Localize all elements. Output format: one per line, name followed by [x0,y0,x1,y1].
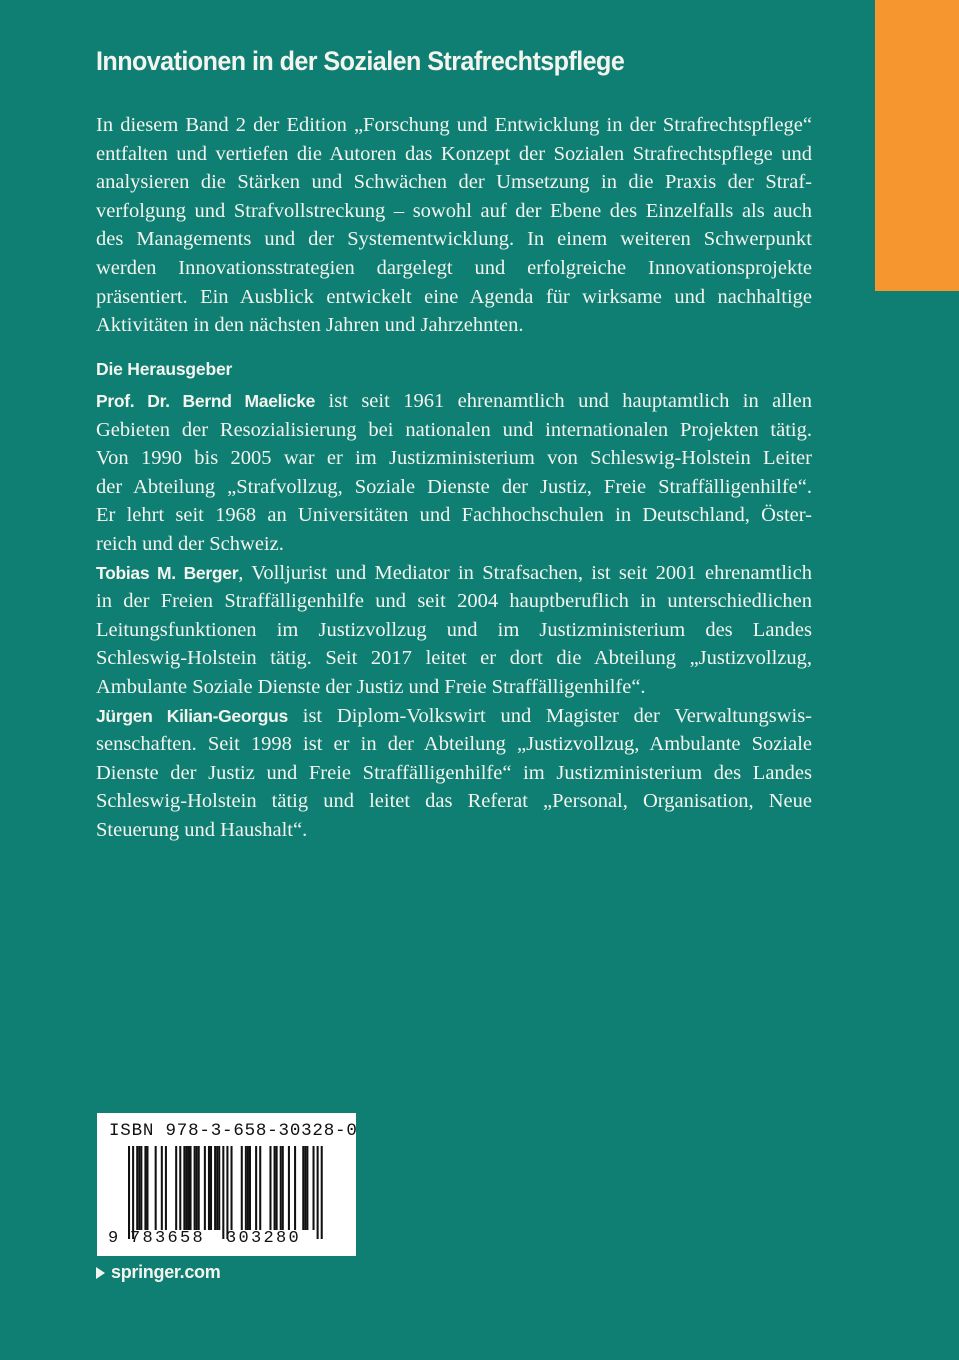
barcode-bar [196,1146,198,1230]
barcode-bar [183,1146,185,1230]
barcode-bar [255,1146,257,1230]
editor-bio-line: Ambulante Soziale Dienste der Justiz und Freie Straffälligenhilfe“. [96,675,646,698]
intro-paragraph [96,111,812,340]
barcode-bar [175,1146,177,1230]
editor-bio-line: Gebieten der Resozialisierung bei nationalen und internationalen Projekten tätig. [96,418,812,441]
barcode-bar [313,1146,315,1230]
orange-accent-tab [875,0,959,291]
intro-line: des Managements und der Systementwicklung. In einem weiteren Schwerpunkt [96,228,812,251]
barcode-bar [280,1146,282,1230]
editors-section [96,387,812,845]
intro-line: werden Innovationsstrategien dargelegt und erfolgreiche Innovationsprojekte [96,256,812,279]
editor-bio-line: der Abteilung „Strafvollzug, Soziale Dienste der Justiz, Freie Straffälligenhilfe“. [96,475,812,498]
editor-bio-line: Von 1990 bis 2005 war er im Justizministerium von Schleswig-Holstein Leiter [96,447,812,470]
barcode-bar [198,1146,200,1230]
barcode-bar [155,1146,157,1230]
barcode-digit-first: 9 [108,1229,119,1248]
barcode-bar [136,1146,138,1230]
barcode-bar [185,1146,187,1230]
barcode-bar [210,1146,212,1230]
barcode-guard-bar [222,1146,224,1239]
barcode-bar [241,1146,243,1230]
editors-heading: Die Herausgeber [96,359,233,379]
barcode-bar [294,1146,296,1230]
editor-bio-line: Schleswig-Holstein tätig. Seit 2017 leitet er dort die Abteilung „Justizvollzug, [96,647,812,670]
barcode-bar [247,1146,249,1230]
barcode-bar [140,1146,142,1230]
barcode-bar [194,1146,196,1230]
editor-bio-line: Steuerung und Haushalt“. [96,818,308,841]
barcode-digits-right: 303280 [226,1229,302,1248]
intro-line: Aktivitäten in den nächsten Jahren und Jahrzehnten. [96,314,524,337]
intro-line: verfolgung und Strafvollstreckung – sowohl auf der Ebene des Einzelfalls als auch [96,199,812,222]
barcode-guard-bar [226,1146,228,1239]
editor-bio-line: Jürgen Kilian-Georgus ist Diplom-Volkswirt und Magister der Verwaltungswis- [96,704,812,727]
barcode-guard-bar [317,1146,319,1239]
barcode-bar [231,1146,233,1230]
barcode-bar [204,1146,206,1230]
barcode-bar [138,1146,140,1230]
barcode-bar [165,1146,167,1230]
barcode-digits-left: 783658 [130,1229,206,1248]
barcode-bar [269,1146,271,1230]
barcode-bar [274,1146,276,1230]
intro-line: entfalten und vertiefen die Autoren das Konzept der Sozialen Strafrechtspflege und [96,142,812,165]
editor-bio-line: Er lehrt seit 1968 an Universitäten und Fachhochschulen in Deutschland, Öster- [96,504,812,527]
publisher-link[interactable] [96,1262,220,1283]
editor-name: Prof. Dr. Bernd Maelicke [96,391,316,411]
isbn-label: ISBN 978-3-658-30328-0 [109,1121,358,1141]
barcode-bar [276,1146,278,1230]
barcode-bar [187,1146,189,1230]
intro-line: analysieren die Stärken und Schwächen der Umsetzung in die Praxis der Straf- [96,171,812,194]
barcode-bar [304,1146,306,1230]
barcode-bar [146,1146,148,1230]
book-title: Innovationen in der Sozialen Strafrechtspflege [96,46,625,76]
editor-bio-line: senschaften. Seit 1998 ist er in der Abteilung „Justizvollzug, Ambulante Soziale [96,733,812,756]
barcode-bar [190,1146,192,1230]
barcode-guard-bar [321,1146,323,1239]
barcode-guard-bar [132,1146,134,1239]
isbn-barcode [97,1113,356,1256]
editor-bio-line: in der Freien Straffälligenhilfe und seit 2004 hauptberuflich in unterschiedlichen [96,590,812,613]
editor-bio-line: Schleswig-Holstein tätig und leitet das Referat „Personal, Organisation, Neue [96,790,812,813]
barcode-bar [218,1146,220,1230]
editor-name: Jürgen Kilian-Georgus [96,705,288,726]
barcode-bar [245,1146,247,1230]
barcode-guard-bar [128,1146,130,1239]
barcode-bar [259,1146,261,1230]
barcode-bar [302,1146,304,1230]
barcode-bar [288,1146,290,1230]
editor-bio-line: Tobias M. Berger, Volljurist und Mediator in Strafsachen, ist seit 2001 ehrenamtlich [96,561,812,584]
editor-bio-line: Leitungsfunktionen im Justizvollzug und im Justizministerium des Landes [96,618,812,641]
triangle-arrow-icon [96,1267,105,1279]
barcode-bar [249,1146,251,1230]
editor-bio-line: Dienste der Justiz und Freie Straffälligenhilfe“ im Justizministerium des Landes [96,761,812,784]
editor-bio-line: reich und der Schweiz. [96,532,284,555]
barcode-bar [216,1146,218,1230]
intro-line: In diesem Band 2 der Edition „Forschung und Entwicklung in der Strafrechtspflege“ [96,114,812,136]
editor-name: Tobias M. Berger [96,562,239,583]
barcode-bar [179,1146,181,1230]
barcode-bar [161,1146,163,1230]
barcode-bar [144,1146,146,1230]
barcode-bar [282,1146,284,1230]
barcode-digits [97,1229,356,1253]
intro-line: präsentiert. Ein Ausblick entwickelt eine Agenda für wirksame und nachhaltige [96,285,812,308]
publisher-url: springer.com [111,1262,221,1282]
editor-bio-line: Prof. Dr. Bernd Maelicke ist seit 1961 ehrenamtlich und hauptamtlich in allen [96,390,813,412]
barcode-bar [214,1146,216,1230]
barcode-bar [208,1146,210,1230]
barcode-bar [306,1146,308,1230]
